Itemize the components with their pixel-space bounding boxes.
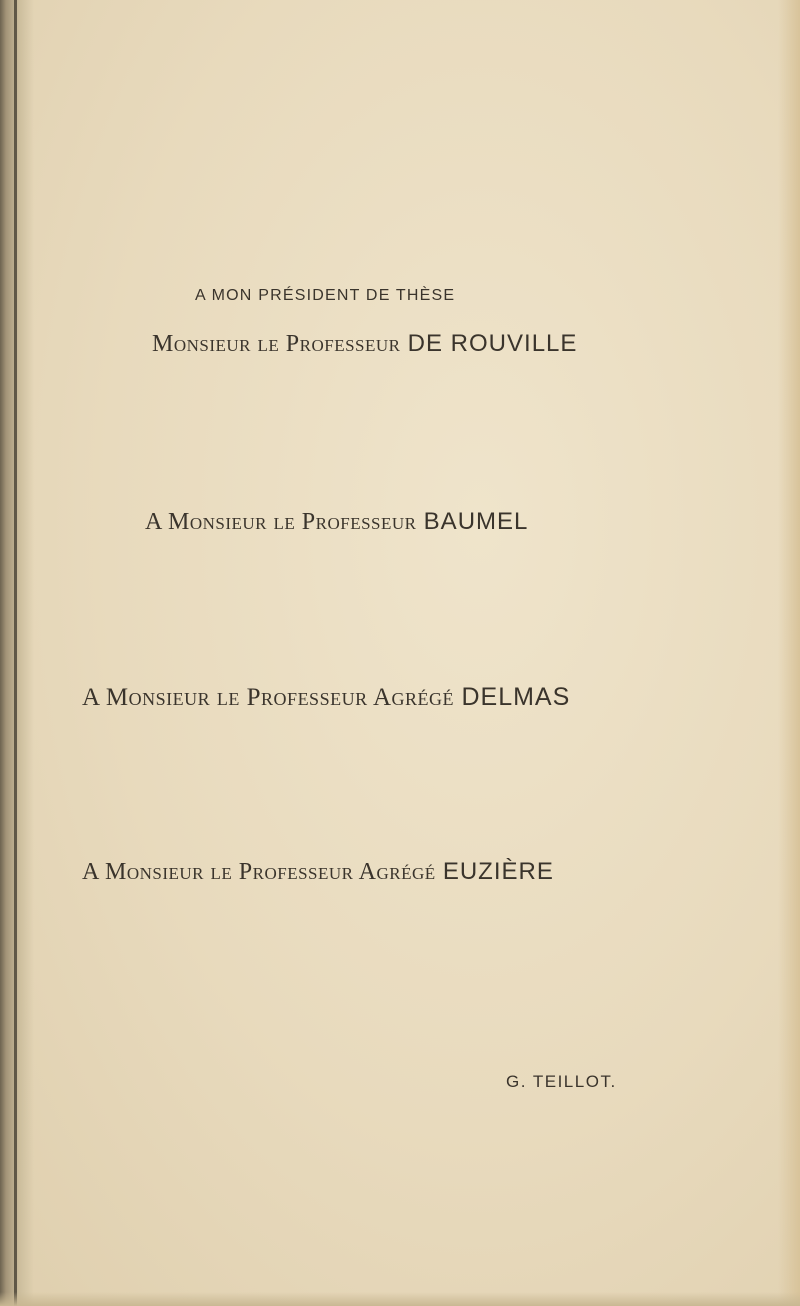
page-bottom-edge xyxy=(0,1292,800,1306)
page-binding-shadow xyxy=(0,0,34,1306)
dedication-line-baumel xyxy=(145,508,528,536)
dedication-line-euziere xyxy=(82,858,554,886)
dedication-prefix: Monsieur le Professeur xyxy=(152,331,401,357)
dedication-prefix: A Monsieur le Professeur xyxy=(145,509,417,535)
dedication-heading: A MON PRÉSIDENT DE THÈSE xyxy=(195,287,456,304)
dedication-prefix: A Monsieur le Professeur Agrégé xyxy=(82,684,455,711)
dedication-line-president xyxy=(152,330,577,358)
dedication-line-delmas xyxy=(82,683,570,712)
dedication-name: DELMAS xyxy=(461,683,571,711)
dedication-name: DE ROUVILLE xyxy=(407,330,578,357)
page-right-edge xyxy=(778,0,800,1306)
dedication-prefix: A Monsieur le Professeur Agrégé xyxy=(82,859,436,885)
binding-edge xyxy=(14,0,17,1306)
dedication-name: EUZIÈRE xyxy=(442,858,554,885)
dedication-name: BAUMEL xyxy=(423,508,529,535)
author-signature: G. TEILLOT. xyxy=(506,1072,617,1091)
